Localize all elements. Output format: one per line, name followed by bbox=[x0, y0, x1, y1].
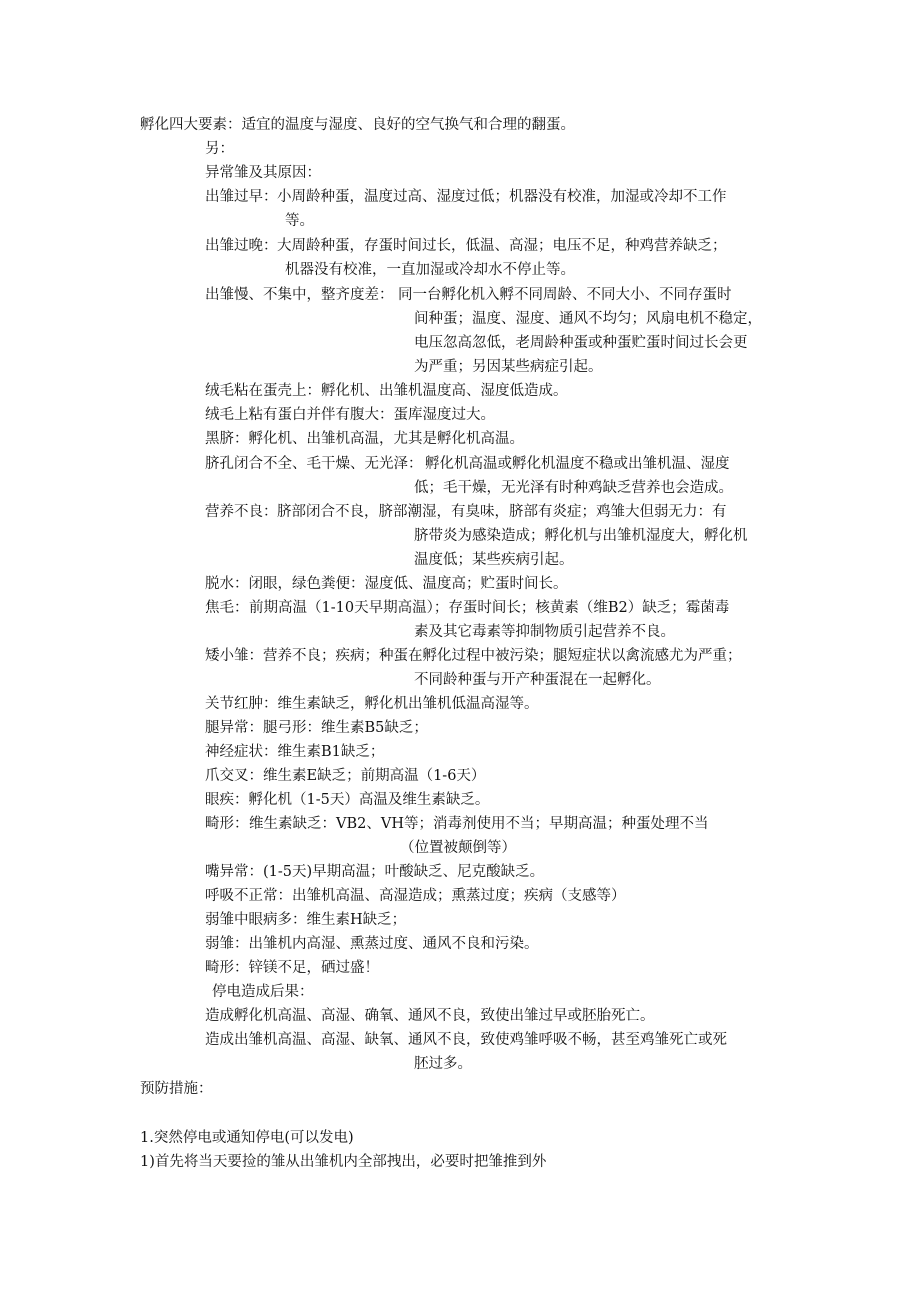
item-label: 出雏过早： bbox=[205, 189, 278, 205]
item-text: 间种蛋；温度、湿度、通风不均匀；风扇电机不稳定， bbox=[414, 311, 762, 327]
item-text: （位置被颠倒等） bbox=[400, 840, 516, 856]
item-deform-2: 畸形：锌镁不足，硒过盛！ bbox=[205, 960, 379, 976]
item-text: 脐带炎为感染造成；孵化机与出雏机湿度大，孵化机 bbox=[414, 528, 748, 544]
outage-consequence-2-cont: 胚过多。 bbox=[414, 1056, 472, 1072]
prevention-heading: 预防措施： bbox=[140, 1081, 213, 1097]
item-weak-eye: 弱雏中眼病多：维生素H缺乏； bbox=[205, 912, 407, 928]
ling-line: 另： bbox=[205, 141, 234, 157]
outage-consequence-2: 造成出雏机高温、高湿、缺氧、通风不良，致使鸡雏呼吸不畅，甚至鸡雏死亡或死 bbox=[205, 1032, 727, 1048]
item-label: 焦毛： bbox=[205, 600, 249, 616]
item-label: 矮小雏： bbox=[205, 648, 263, 664]
step-1-1: 1)首先将当天要捡的雏从出雏机内全部拽出，必要时把雏推到外 bbox=[140, 1154, 547, 1170]
intro-line: 孵化四大要素：适宜的温度与湿度、良好的空气换气和合理的翻蛋。 bbox=[140, 117, 575, 133]
item-text: 脐部闭合不良，脐部潮湿，有臭味，脐部有炎症；鸡雏大但弱无力：有 bbox=[277, 504, 727, 520]
item-claw: 爪交叉：维生素E缺乏；前期高温（1-6天） bbox=[205, 768, 486, 784]
item-down-albumen: 绒毛上粘有蛋白并伴有腹大：蛋库湿度过大。 bbox=[205, 407, 495, 423]
item-breath: 呼吸不正常：出雏机高温、高湿造成；熏蒸过度；疾病（支感等） bbox=[205, 888, 626, 904]
item-text: 大周龄种蛋，存蛋时间过长，低温、高湿；电压不足，种鸡营养缺乏； bbox=[277, 238, 727, 254]
item-text: 温度低；某些疾病引起。 bbox=[414, 552, 574, 568]
item-text: 小周龄种蛋，温度过高、湿度过低；机器没有校准，加湿或冷却不工作 bbox=[277, 189, 727, 205]
item-dehydration: 脱水：闭眼，绿色粪便：湿度低、温度高；贮蛋时间长。 bbox=[205, 576, 568, 592]
item-text: 同一台孵化机入孵不同周龄、不同大小、不同存蛋时 bbox=[398, 287, 732, 303]
item-label: 营养不良： bbox=[205, 504, 278, 520]
item-text: 素及其它毒素等抑制物质引起营养不良。 bbox=[414, 624, 675, 640]
outage-consequence-1: 造成孵化机高温、高湿、确氧、通风不良，致使出雏过早或胚胎死亡。 bbox=[205, 1008, 655, 1024]
item-down-stuck: 绒毛粘在蛋壳上：孵化机、出雏机温度高、湿度低造成。 bbox=[205, 383, 568, 399]
item-text: 电压忽高忽低，老周龄种蛋或种蛋贮蛋时间过长会更 bbox=[414, 335, 748, 351]
section-title: 异常雏及其原因： bbox=[205, 165, 321, 181]
item-label: 出雏过晚： bbox=[205, 238, 278, 254]
item-joint: 关节红肿：维生素缺乏，孵化机出雏机低温高湿等。 bbox=[205, 696, 539, 712]
item-navel: 黑脐：孵化机、出雏机高温，尤其是孵化机高温。 bbox=[205, 431, 524, 447]
item-text: 为严重；另因某些病症引起。 bbox=[414, 359, 603, 375]
item-beak: 嘴异常：(1-5天)早期高温；叶酸缺乏、尼克酸缺乏。 bbox=[205, 864, 545, 880]
item-text: 营养不良；疾病；种蛋在孵化过程中被污染；腿短症状以禽流感尤为严重； bbox=[263, 648, 742, 664]
item-text: 维生素缺乏：VB2、VH等；消毒剂使用不当；早期高温；种蛋处理不当 bbox=[249, 816, 709, 832]
item-leg: 腿异常：腿弓形：维生素B5缺乏； bbox=[205, 720, 428, 736]
item-label: 脐孔闭合不全、毛干燥、无光泽： bbox=[205, 456, 423, 472]
item-neuro: 神经症状：维生素B1缺乏； bbox=[205, 744, 385, 760]
item-eye: 眼疾：孵化机（1-5天）高温及维生素缺乏。 bbox=[205, 792, 490, 808]
item-text: 等。 bbox=[285, 213, 314, 229]
item-label: 畸形： bbox=[205, 816, 249, 832]
item-label: 出雏慢、不集中，整齐度差： bbox=[205, 287, 394, 303]
step-1: 1.突然停电或通知停电(可以发电) bbox=[140, 1130, 354, 1146]
item-text: 孵化机高温或孵化机温度不稳或出雏机温、湿度 bbox=[425, 456, 730, 472]
item-text: 不同龄种蛋与开产种蛋混在一起孵化。 bbox=[414, 672, 661, 688]
item-weak: 弱雏：出雏机内高湿、熏蒸过度、通风不良和污染。 bbox=[205, 936, 539, 952]
item-text: 机器没有校准，一直加湿或冷却水不停止等。 bbox=[285, 262, 575, 278]
outage-title: 停电造成后果： bbox=[212, 984, 314, 1000]
item-text: 前期高温（1-10天早期高温）；存蛋时间长；核黄素（维B2）缺乏；霉菌毒 bbox=[249, 600, 730, 616]
item-text: 低；毛干燥，无光泽有时种鸡缺乏营养也会造成。 bbox=[414, 480, 733, 496]
